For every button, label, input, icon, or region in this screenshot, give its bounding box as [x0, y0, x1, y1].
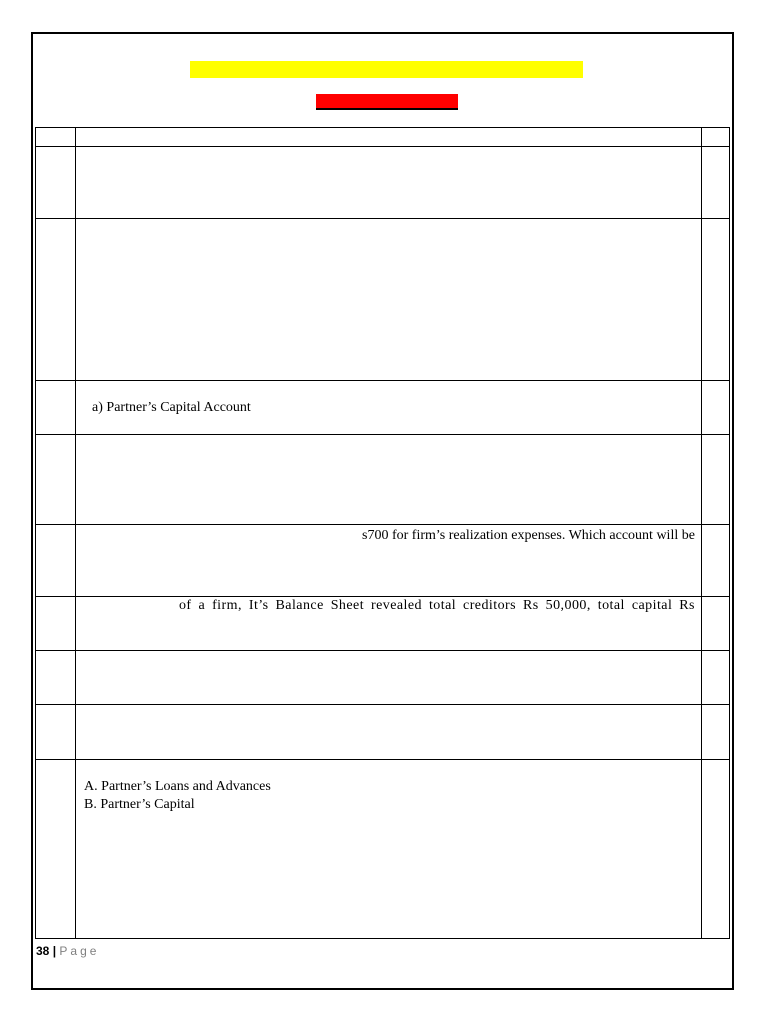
marks-cell	[701, 525, 729, 597]
table-row	[36, 760, 730, 939]
question-cell	[76, 219, 702, 381]
table-row	[36, 525, 730, 597]
marks-cell	[701, 705, 729, 760]
table-row	[36, 147, 730, 219]
row-number-cell	[36, 219, 76, 381]
header-cell-marks	[701, 128, 729, 147]
title-highlight-yellow	[190, 61, 583, 78]
question-cell	[76, 381, 702, 435]
marks-cell	[701, 651, 729, 705]
marks-cell	[701, 147, 729, 219]
question-cell	[76, 760, 702, 939]
page-label: Page	[59, 944, 100, 958]
marks-cell	[701, 435, 729, 525]
page-number: 38	[36, 944, 50, 958]
table-row	[36, 381, 730, 435]
row-number-cell	[36, 381, 76, 435]
row-number-cell	[36, 525, 76, 597]
option-a-text: A. Partner’s Loans and Advances	[84, 779, 271, 794]
question-text: s700 for firm’s realization expenses. Which account will be	[362, 528, 695, 543]
question-cell	[76, 147, 702, 219]
marks-cell	[701, 760, 729, 939]
row-number-cell	[36, 705, 76, 760]
question-table	[35, 127, 730, 939]
header-cell-question	[76, 128, 702, 147]
question-cell	[76, 597, 702, 651]
table-row	[36, 435, 730, 525]
question-cell	[76, 705, 702, 760]
table-row	[36, 705, 730, 760]
row-number-cell	[36, 435, 76, 525]
question-cell	[76, 651, 702, 705]
page-footer	[36, 944, 99, 958]
table-row	[36, 651, 730, 705]
question-text: of a firm, It’s Balance Sheet revealed total creditors Rs 50,000, total capital Rs	[178, 598, 695, 613]
subtitle-highlight-red	[316, 94, 458, 110]
option-b-text: B. Partner’s Capital	[84, 797, 195, 812]
marks-cell	[701, 597, 729, 651]
option-text: a) Partner’s Capital Account	[92, 400, 251, 415]
row-number-cell	[36, 597, 76, 651]
row-number-cell	[36, 147, 76, 219]
header-cell-number	[36, 128, 76, 147]
footer-separator: |	[49, 944, 60, 958]
marks-cell	[701, 219, 729, 381]
row-number-cell	[36, 651, 76, 705]
question-cell	[76, 435, 702, 525]
options-list	[76, 760, 701, 814]
table-header-row	[36, 128, 730, 147]
row-number-cell	[36, 760, 76, 939]
table-row	[36, 219, 730, 381]
question-cell	[76, 525, 702, 597]
table-row	[36, 597, 730, 651]
marks-cell	[701, 381, 729, 435]
